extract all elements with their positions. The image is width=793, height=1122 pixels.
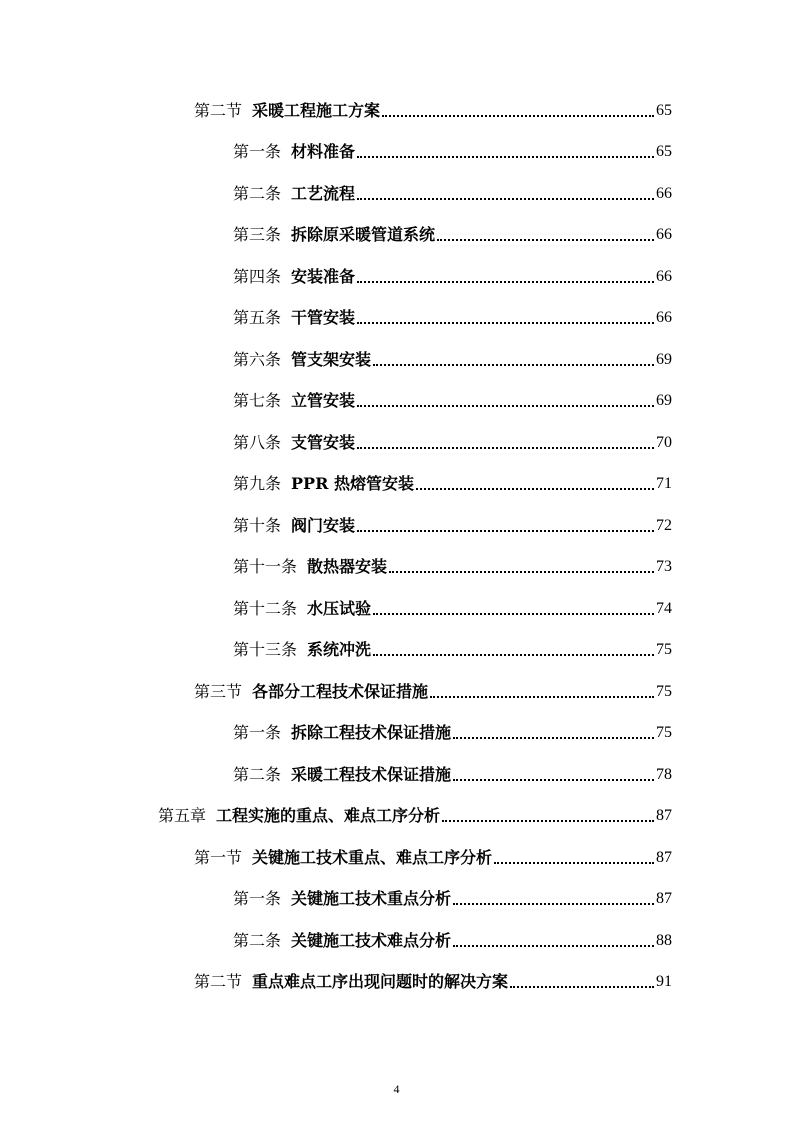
toc-entry[interactable] — [233, 220, 672, 246]
toc-title: 材料准备 — [291, 142, 356, 161]
toc-title: 关键施工技术难点分析 — [291, 931, 452, 950]
toc-prefix: 第六条 — [233, 350, 282, 369]
toc-entry[interactable] — [194, 843, 672, 869]
toc-title: 工艺流程 — [291, 184, 356, 203]
toc-page-number: 65 — [656, 102, 672, 119]
toc-dot-leader — [442, 818, 654, 822]
toc-prefix: 第二条 — [233, 931, 282, 950]
toc-title: PPR 热熔管安装 — [291, 474, 414, 493]
toc-page-number: 65 — [656, 143, 672, 160]
toc-prefix: 第九条 — [233, 474, 282, 493]
toc-page-number: 75 — [656, 683, 672, 700]
toc-title: 阀门安装 — [291, 516, 356, 535]
toc-dot-leader — [357, 279, 654, 283]
toc-entry[interactable] — [233, 760, 672, 786]
toc-entry[interactable] — [194, 96, 672, 122]
toc-prefix: 第十一条 — [233, 557, 298, 576]
toc-page-number: 75 — [656, 724, 672, 741]
toc-page-number: 78 — [656, 766, 672, 783]
page-footer-number: 4 — [393, 1082, 400, 1096]
toc-title: 支管安装 — [291, 433, 356, 452]
toc-dot-leader — [416, 486, 654, 490]
toc-entry[interactable] — [233, 511, 672, 537]
toc-entry[interactable] — [233, 469, 672, 495]
toc-entry[interactable] — [233, 926, 672, 952]
toc-page-number: 72 — [656, 517, 672, 534]
toc-page-number: 73 — [656, 558, 672, 575]
toc-prefix: 第十三条 — [233, 640, 298, 659]
toc-entry[interactable] — [233, 552, 672, 578]
toc-entry[interactable] — [158, 801, 672, 827]
toc-entry[interactable] — [233, 428, 672, 454]
toc-prefix: 第二条 — [233, 184, 282, 203]
toc-prefix: 第二节 — [194, 972, 243, 991]
toc-page-number: 75 — [656, 641, 672, 658]
toc-dot-leader — [382, 113, 654, 117]
toc-page-number: 69 — [656, 351, 672, 368]
toc-entry[interactable] — [233, 345, 672, 371]
toc-dot-leader — [453, 943, 654, 947]
toc-title: 系统冲洗 — [307, 640, 372, 659]
toc-dot-leader — [453, 901, 654, 905]
toc-dot-leader — [430, 694, 654, 698]
toc-page-number: 70 — [656, 434, 672, 451]
toc-prefix: 第五章 — [158, 806, 207, 825]
toc-dot-leader — [357, 403, 654, 407]
toc-page-number: 69 — [656, 392, 672, 409]
toc-title: 拆除原采暖管道系统 — [291, 225, 436, 244]
toc-dot-leader — [357, 154, 654, 158]
toc-entry[interactable] — [233, 718, 672, 744]
toc-title: 拆除工程技术保证措施 — [291, 723, 452, 742]
toc-dot-leader — [357, 445, 654, 449]
toc-dot-leader — [373, 362, 654, 366]
toc-title: 各部分工程技术保证措施 — [252, 682, 429, 701]
toc-title: 采暖工程施工方案 — [252, 101, 381, 120]
toc-title: 关键施工技术重点分析 — [291, 889, 452, 908]
toc-prefix: 第八条 — [233, 433, 282, 452]
toc-dot-leader — [437, 237, 654, 241]
toc-prefix: 第一条 — [233, 142, 282, 161]
toc-dot-leader — [357, 320, 654, 324]
toc-page-number: 87 — [656, 849, 672, 866]
toc-prefix: 第一节 — [194, 848, 243, 867]
toc-dot-leader — [373, 611, 654, 615]
toc-entry[interactable] — [233, 594, 672, 620]
toc-prefix: 第三节 — [194, 682, 243, 701]
toc-title: 安装准备 — [291, 267, 356, 286]
toc-prefix: 第十条 — [233, 516, 282, 535]
toc-title: 散热器安装 — [307, 557, 388, 576]
toc-title: 管支架安装 — [291, 350, 372, 369]
toc-entry[interactable] — [233, 635, 672, 661]
toc-title: 立管安装 — [291, 391, 356, 410]
toc-page-number: 87 — [656, 807, 672, 824]
toc-dot-leader — [357, 196, 654, 200]
toc-page-number: 71 — [656, 475, 672, 492]
toc-title: 关键施工技术重点、难点工序分析 — [252, 848, 493, 867]
toc-page-number: 66 — [656, 185, 672, 202]
toc-entry[interactable] — [233, 303, 672, 329]
toc-dot-leader — [453, 777, 654, 781]
toc-entry[interactable] — [194, 677, 672, 703]
toc-dot-leader — [373, 652, 654, 656]
toc-entry[interactable] — [233, 386, 672, 412]
toc-entry[interactable] — [194, 967, 672, 993]
toc-page-number: 91 — [656, 973, 672, 990]
toc-prefix: 第七条 — [233, 391, 282, 410]
toc-prefix: 第五条 — [233, 308, 282, 327]
toc-page-number: 66 — [656, 309, 672, 326]
toc-dot-leader — [453, 735, 654, 739]
toc-entry[interactable] — [233, 137, 672, 163]
toc-prefix: 第一条 — [233, 723, 282, 742]
toc-title: 重点难点工序出现问题时的解决方案 — [252, 972, 509, 991]
toc-page-number: 66 — [656, 226, 672, 243]
toc-prefix: 第三条 — [233, 225, 282, 244]
toc-entry[interactable] — [233, 884, 672, 910]
toc-prefix: 第二条 — [233, 765, 282, 784]
toc-dot-leader — [389, 569, 654, 573]
toc-entry[interactable] — [233, 179, 672, 205]
toc-prefix: 第十二条 — [233, 599, 298, 618]
toc-entry[interactable] — [233, 262, 672, 288]
toc-dot-leader — [357, 528, 654, 532]
toc-title: 工程实施的重点、难点工序分析 — [216, 806, 441, 825]
toc-prefix: 第二节 — [194, 101, 243, 120]
toc-prefix: 第一条 — [233, 889, 282, 908]
toc-page-number: 74 — [656, 600, 672, 617]
toc-dot-leader — [494, 860, 654, 864]
toc-title: 水压试验 — [307, 599, 372, 618]
toc-prefix: 第四条 — [233, 267, 282, 286]
toc-title: 干管安装 — [291, 308, 356, 327]
toc-title: 采暖工程技术保证措施 — [291, 765, 452, 784]
toc-page-number: 87 — [656, 890, 672, 907]
toc-page-number: 66 — [656, 268, 672, 285]
toc-dot-leader — [510, 984, 654, 988]
toc-page-number: 88 — [656, 932, 672, 949]
